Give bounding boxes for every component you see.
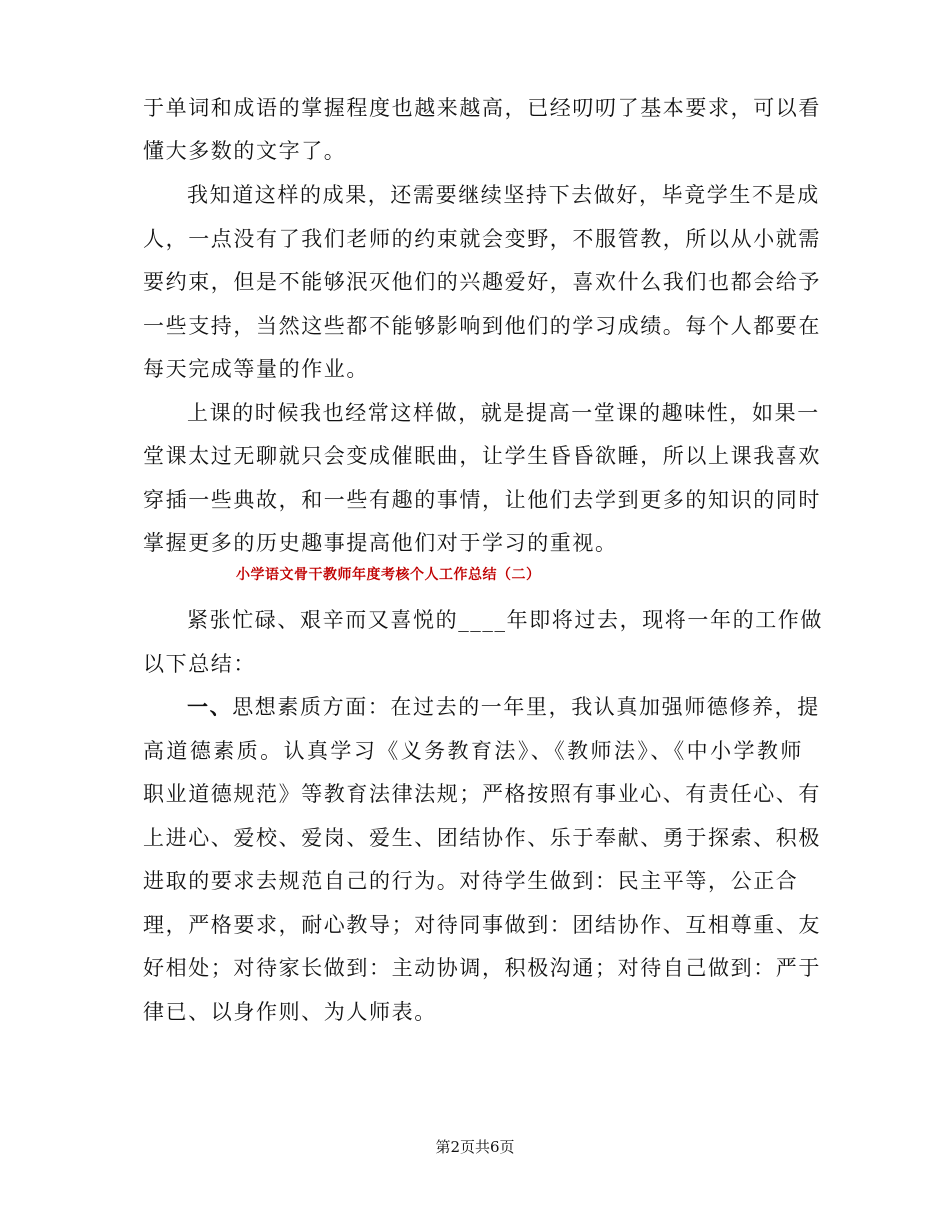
paragraph-line: 理，严格要求，耐心教导；对待同事做到：团结协作、互相尊重、友 xyxy=(143,913,821,937)
paragraph-line: 人，一点没有了我们老师的约束就会变野，不服管教，所以从小就需 xyxy=(143,227,821,251)
paragraph-line: 律已、以身作则、为人师表。 xyxy=(143,1000,437,1024)
paragraph-line: 紧张忙碌、艰辛而又喜悦的____年即将过去，现将一年的工作做 xyxy=(187,608,823,632)
paragraph-line: 堂课太过无聊就只会变成催眠曲，让学生昏昏欲睡，所以上课我喜欢 xyxy=(143,444,821,468)
paragraph-line: 以下总结： xyxy=(143,652,256,676)
paragraph-line: 上课的时候我也经常这样做，就是提高一堂课的趣味性，如果一 xyxy=(187,401,820,425)
paragraph-line: 高道德素质。认真学习《义务教育法》、《教师法》、《中小学教师 xyxy=(143,739,803,763)
paragraph-line: 进取的要求去规范自己的行为。对待学生做到：民主平等，公正合 xyxy=(143,869,799,893)
paragraph-line: 一些支持，当然这些都不能够影响到他们的学习成绩。每个人都要在 xyxy=(143,314,821,338)
paragraph-text: 思想素质方面：在过去的一年里，我认真加强师德修养，提 xyxy=(232,695,820,719)
paragraph-line: 职业道德规范》等教育法律法规；严格按照有事业心、有责任心、有 xyxy=(143,782,821,806)
paragraph-line: 懂大多数的文字了。 xyxy=(143,139,347,163)
paragraph-line: 好相处；对待家长做到：主动协调，积极沟通；对待自己做到：严于 xyxy=(143,956,821,980)
paragraph-line: 穿插一些典故，和一些有趣的事情，让他们去学到更多的知识的同时 xyxy=(143,488,821,512)
section-number: 一、 xyxy=(187,694,233,719)
paragraph-line xyxy=(187,692,820,722)
paragraph-line: 要约束，但是不能够泯灭他们的兴趣爱好，喜欢什么我们也都会给予 xyxy=(143,270,821,294)
paragraph-line: 每天完成等量的作业。 xyxy=(143,357,369,381)
paragraph-line: 掌握更多的历史趣事提高他们对于学习的重视。 xyxy=(143,531,618,555)
paragraph-line: 上进心、爱校、爱岗、爱生、团结协作、乐于奉献、勇于探索、积极 xyxy=(143,826,821,850)
page-number: 第2页共6页 xyxy=(435,1138,515,1156)
paragraph-line: 我知道这样的成果，还需要继续坚持下去做好，毕竟学生不是成 xyxy=(187,183,820,207)
section-heading: 小学语文骨干教师年度考核个人工作总结（二） xyxy=(236,567,541,583)
paragraph-line: 于单词和成语的掌握程度也越来越高，已经叨叨了基本要求，可以看 xyxy=(143,96,821,120)
